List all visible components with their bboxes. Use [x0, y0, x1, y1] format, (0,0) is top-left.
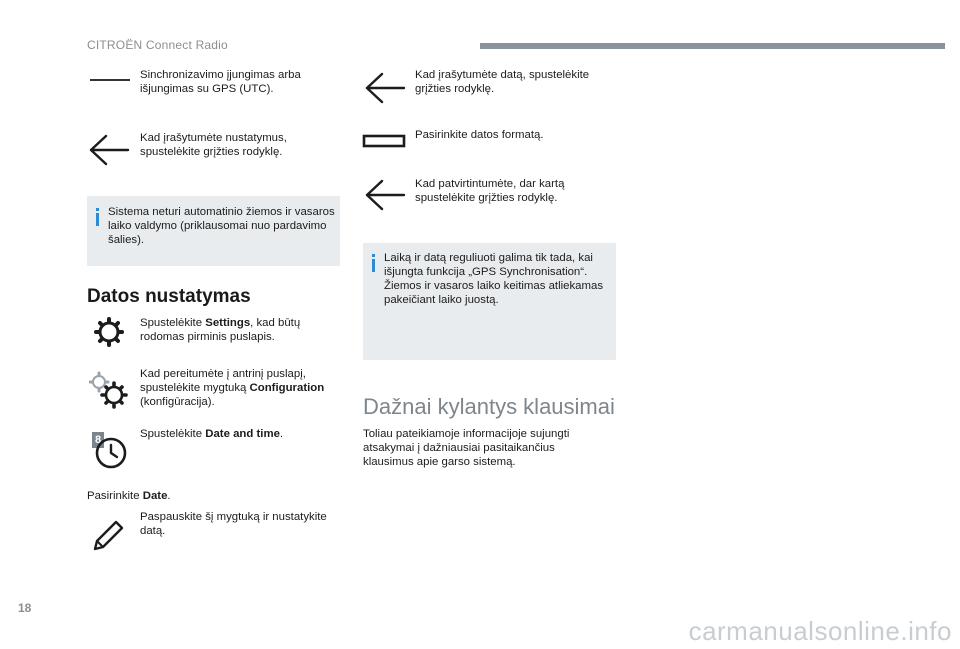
faq-title: Dažnai kylantys klausimai — [363, 394, 615, 419]
running-header: CITROËN Connect Radio — [87, 38, 228, 52]
page-number: 18 — [18, 601, 32, 615]
header-rule — [480, 43, 945, 49]
faq-text: Toliau pateikiamoje informacijoje sujungti atsakymai į dažniausiai pasitaikančius klausimus apie garso sistemą. — [363, 428, 570, 468]
date-format-text: Pasirinkite datos formatą. — [415, 129, 544, 141]
save-date-text: Kad įrašytumėte datą, spustelėkite grįžties rodyklę. — [415, 69, 590, 95]
watermark: carmanualsonline.info — [688, 616, 952, 646]
step-date-time-text: Spustelėkite Date and time. — [140, 428, 284, 440]
step-settings-text: Spustelėkite Settings, kad būtų rodomas pirminis puslapis. — [140, 317, 301, 343]
gps-note — [363, 243, 616, 360]
gear-icon — [94, 317, 124, 347]
confirm-text: Kad patvirtintumėte, dar kartą spustelėkite grįžties rodyklę. — [415, 178, 565, 204]
gps-note-text: Laiką ir datą reguliuoti galima tik tada, kai išjungta funkcija „GPS Synchronisation“. Žiemos ir vasaros laiko keitimas atliekamas pakeičiant laiko juostą. — [384, 252, 604, 306]
edit-date-text: Paspauskite šį mygtuką ir nustatykite datą. — [140, 511, 327, 537]
dst-note-text: Sistema neturi automatinio žiemos ir vasaros laiko valdymo (priklausomai nuo pardavimo šalies). — [108, 206, 335, 246]
save-settings-text: Kad įrašytumėte nustatymus, spustelėkite grįžties rodyklę. — [140, 132, 287, 158]
pencil-icon — [91, 518, 125, 552]
rectangle-button-icon — [362, 133, 406, 149]
back-arrow-icon — [88, 133, 130, 167]
double-gear-icon — [89, 371, 129, 409]
step-badge: 8 — [92, 432, 104, 448]
toggle-bar-icon — [88, 74, 132, 86]
info-icon — [96, 208, 99, 211]
info-bar — [96, 213, 99, 226]
back-arrow-icon — [364, 71, 406, 105]
clock-icon — [93, 436, 129, 470]
dst-note — [87, 196, 340, 266]
section-title: Datos nustatymas — [87, 286, 251, 307]
select-date-text: Pasirinkite Date. — [87, 490, 171, 502]
info-icon — [372, 254, 375, 257]
step-configuration-text: Kad pereitumėte į antrinį puslapį, spustelėkite mygtuką Configuration (konfigūracija). — [140, 368, 325, 408]
back-arrow-icon — [364, 178, 406, 212]
gps-sync-text: Sinchronizavimo įjungimas arba išjungimas su GPS (UTC). — [140, 69, 301, 95]
info-bar — [372, 259, 375, 272]
